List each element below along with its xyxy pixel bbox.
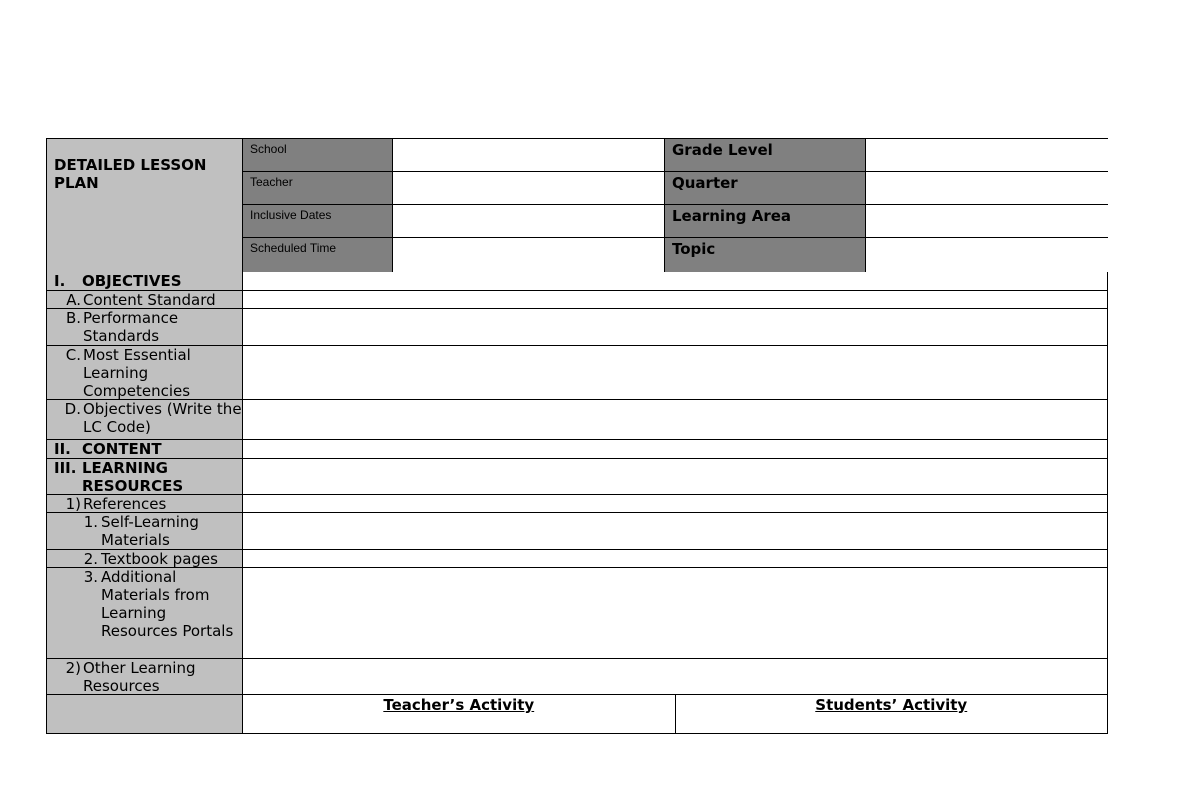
textbook-label: Textbook pages bbox=[101, 550, 218, 568]
melc-num: C. bbox=[65, 346, 81, 364]
header-row-dates bbox=[243, 205, 1108, 238]
activity-header bbox=[243, 695, 1107, 733]
topic-field[interactable] bbox=[866, 238, 1108, 272]
quarter-label: Quarter bbox=[665, 172, 866, 204]
performance-standards-cell bbox=[47, 309, 243, 345]
other-resources-label: Other Learning Resources bbox=[83, 659, 196, 695]
row-other-resources bbox=[47, 659, 1107, 695]
school-field[interactable] bbox=[393, 139, 665, 171]
inclusive-dates-label: Inclusive Dates bbox=[243, 205, 393, 237]
self-learning-cell bbox=[47, 513, 243, 549]
content-standard-field[interactable] bbox=[243, 291, 1107, 308]
learning-resources-num: III. bbox=[54, 459, 77, 477]
references-field[interactable] bbox=[243, 495, 1107, 512]
topic-label: Topic bbox=[665, 238, 866, 272]
header-row-teacher bbox=[243, 172, 1108, 205]
self-learning-field[interactable] bbox=[243, 513, 1107, 549]
page-title: DETAILED LESSON PLAN bbox=[47, 139, 243, 272]
scheduled-time-label: Scheduled Time bbox=[243, 238, 393, 272]
textbook-cell bbox=[47, 550, 243, 567]
references-num: 1) bbox=[65, 495, 81, 513]
row-textbook bbox=[47, 550, 1107, 568]
header-row-time bbox=[243, 238, 1108, 272]
plan-grid bbox=[46, 271, 1108, 734]
content-cell bbox=[47, 440, 243, 458]
content-num: II. bbox=[54, 440, 71, 458]
row-performance-standards bbox=[47, 309, 1107, 346]
row-activity bbox=[47, 695, 1107, 733]
additional-materials-cell bbox=[47, 568, 243, 658]
lesson-plan-table bbox=[46, 138, 1108, 734]
objectives-num: I. bbox=[54, 272, 66, 290]
content-standard-num: A. bbox=[66, 291, 81, 309]
row-references bbox=[47, 495, 1107, 513]
objectives-cell bbox=[47, 272, 243, 290]
objectives-field[interactable] bbox=[243, 272, 1107, 290]
inclusive-dates-field[interactable] bbox=[393, 205, 665, 237]
school-label: School bbox=[243, 139, 393, 171]
content-field[interactable] bbox=[243, 440, 1107, 458]
row-content-standard bbox=[47, 291, 1107, 309]
row-objectives bbox=[47, 272, 1107, 291]
self-learning-label: Self-Learning Materials bbox=[101, 513, 199, 549]
teacher-activity-heading: Teacher’s Activity bbox=[383, 696, 535, 714]
melc-label: Most Essential Learning Competencies bbox=[83, 346, 191, 400]
references-cell bbox=[47, 495, 243, 512]
content-label: CONTENT bbox=[82, 440, 162, 458]
references-label: References bbox=[83, 495, 167, 513]
row-additional-materials bbox=[47, 568, 1107, 659]
teacher-field[interactable] bbox=[393, 172, 665, 204]
activity-blank-cell bbox=[47, 695, 243, 733]
objectives-lc-field[interactable] bbox=[243, 400, 1107, 439]
learning-resources-cell bbox=[47, 459, 243, 494]
students-activity-heading: Students’ Activity bbox=[675, 695, 1108, 733]
objectives-lc-num: D. bbox=[64, 400, 81, 418]
learning-resources-field[interactable] bbox=[243, 459, 1107, 494]
additional-materials-num: 3. bbox=[83, 568, 98, 586]
content-standard-label: Content Standard bbox=[83, 291, 216, 309]
textbook-num: 2. bbox=[83, 550, 98, 568]
additional-materials-field[interactable] bbox=[243, 568, 1107, 658]
objectives-lc-cell bbox=[47, 400, 243, 439]
row-melc bbox=[47, 346, 1107, 400]
performance-standards-field[interactable] bbox=[243, 309, 1107, 345]
performance-standards-num: B. bbox=[65, 309, 81, 327]
row-learning-resources bbox=[47, 459, 1107, 495]
objectives-label: OBJECTIVES bbox=[82, 272, 182, 290]
teacher-label: Teacher bbox=[243, 172, 393, 204]
header-block bbox=[46, 138, 1108, 271]
performance-standards-label: Performance Standards bbox=[83, 309, 179, 345]
other-resources-cell bbox=[47, 659, 243, 694]
melc-field[interactable] bbox=[243, 346, 1107, 399]
row-self-learning bbox=[47, 513, 1107, 550]
objectives-lc-label: Objectives (Write the LC Code) bbox=[83, 400, 242, 436]
scheduled-time-field[interactable] bbox=[393, 238, 665, 272]
row-objectives-lc bbox=[47, 400, 1107, 440]
self-learning-num: 1. bbox=[83, 513, 98, 531]
content-standard-cell bbox=[47, 291, 243, 308]
row-content bbox=[47, 440, 1107, 459]
other-resources-num: 2) bbox=[65, 659, 81, 677]
grade-level-label: Grade Level bbox=[665, 139, 866, 171]
quarter-field[interactable] bbox=[866, 172, 1108, 204]
other-resources-field[interactable] bbox=[243, 659, 1107, 694]
learning-resources-label: LEARNING RESOURCES bbox=[82, 459, 184, 495]
learning-area-label: Learning Area bbox=[665, 205, 866, 237]
textbook-field[interactable] bbox=[243, 550, 1107, 567]
learning-area-field[interactable] bbox=[866, 205, 1108, 237]
melc-cell bbox=[47, 346, 243, 399]
header-row-school bbox=[243, 139, 1108, 172]
additional-materials-label: Additional Materials from Learning Resources Portals bbox=[101, 568, 234, 640]
grade-level-field[interactable] bbox=[866, 139, 1108, 171]
